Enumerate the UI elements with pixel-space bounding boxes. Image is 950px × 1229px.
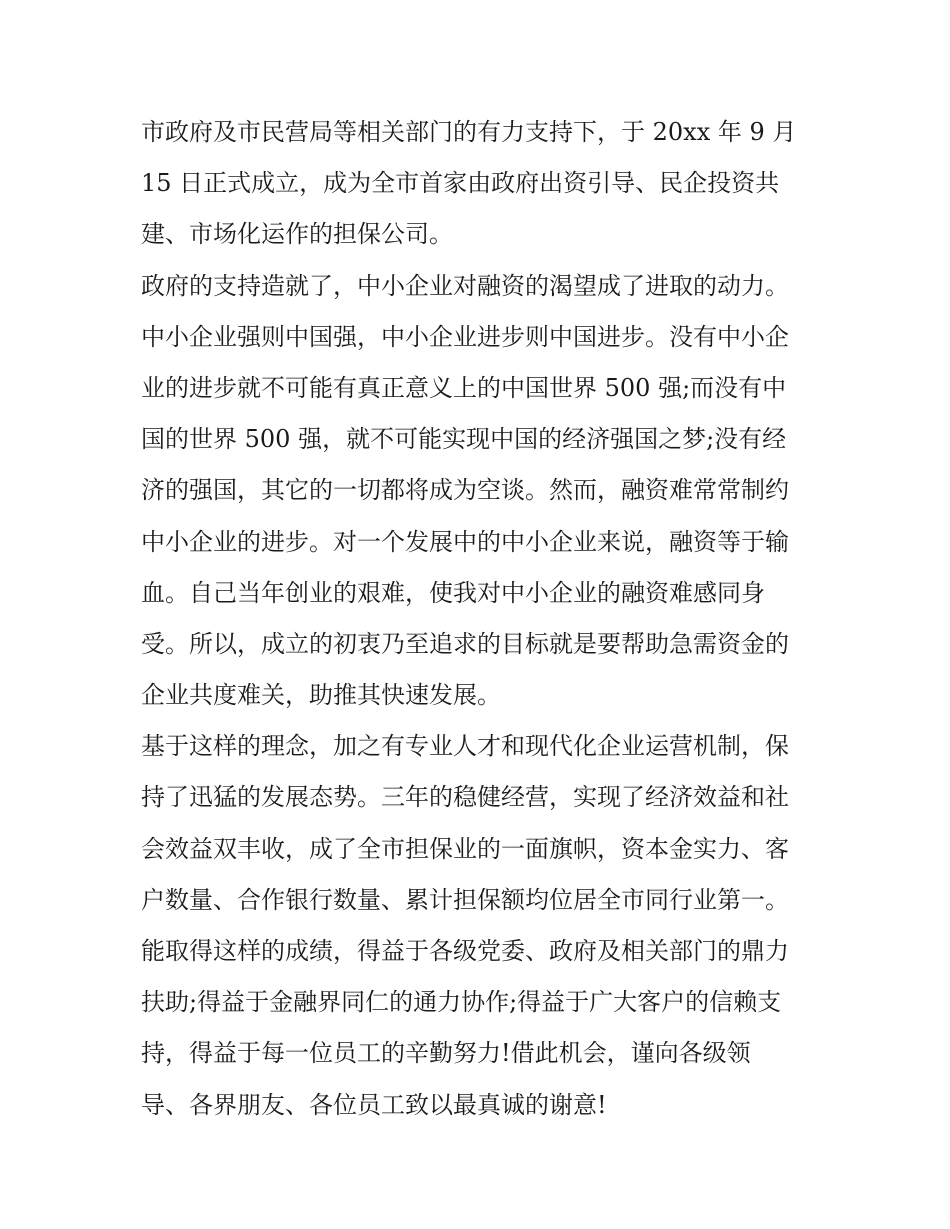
text-line: 基于这样的理念，加之有专业人才和现代化企业运营机制，保 xyxy=(141,732,789,761)
text-line: 中小企业强则中国强，中小企业进步则中国进步。没有中小企 xyxy=(141,322,789,351)
text-line: 业的进步就不可能有真正意义上的中国世界 500 强;而没有中 xyxy=(141,373,787,402)
text-line: 市政府及市民营局等相关部门的有力支持下，于 20xx 年 9 月 xyxy=(141,118,797,146)
text-line: 扶助;得益于金融界同仁的通力协作;得益于广大客户的信赖支 xyxy=(141,988,782,1017)
text-line: 建、市场化运作的担保公司。 xyxy=(141,220,453,249)
text-line: 会效益双丰收，成了全市担保业的一面旗帜，资本金实力、客 xyxy=(141,834,789,863)
text-line: 济的强国，其它的一切都将成为空谈。然而，融资难常常制约 xyxy=(141,476,789,505)
text-line: 导、各界朋友、各位员工致以最真诚的谢意! xyxy=(141,1090,607,1119)
body-text xyxy=(141,107,821,1131)
text-line: 15 日正式成立，成为全市首家由政府出资引导、民企投资共 xyxy=(141,169,780,198)
text-line: 持，得益于每一位员工的辛勤努力!借此机会，谨向各级领 xyxy=(141,1039,751,1068)
text-line: 血。自己当年创业的艰难，使我对中小企业的融资难感同身 xyxy=(141,578,765,607)
text-line: 政府的支持造就了，中小企业对融资的渴望成了进取的动力。 xyxy=(141,271,789,300)
text-line: 户数量、合作银行数量、累计担保额均位居全市同行业第一。 xyxy=(141,885,789,914)
text-line: 能取得这样的成绩，得益于各级党委、政府及相关部门的鼎力 xyxy=(141,937,789,965)
text-line: 受。所以，成立的初衷乃至追求的目标就是要帮助急需资金的 xyxy=(141,629,789,658)
text-line: 持了迅猛的发展态势。三年的稳健经营，实现了经济效益和社 xyxy=(141,783,789,812)
text-line: 中小企业的进步。对一个发展中的中小企业来说，融资等于输 xyxy=(141,527,789,556)
text-line: 企业共度难关，助推其快速发展。 xyxy=(141,681,501,710)
text-line: 国的世界 500 强，就不可能实现中国的经济强国之梦;没有经 xyxy=(141,425,787,454)
